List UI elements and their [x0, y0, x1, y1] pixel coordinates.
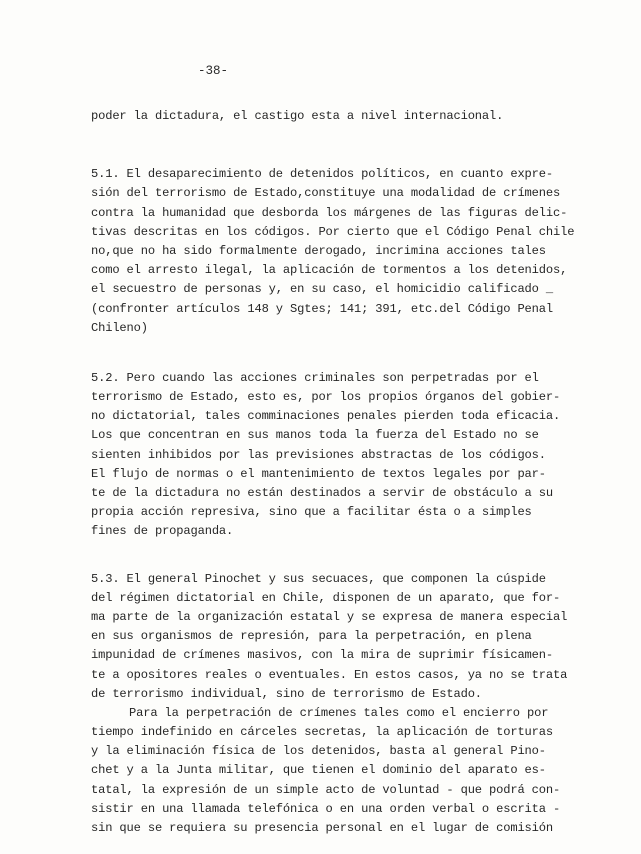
text-line: Para la perpetración de crímenes tales como el encierro por: [129, 705, 549, 720]
text-line: no,que no ha sido formalmente derogado, incrimina acciones tales: [91, 243, 546, 258]
text-line: tatal, la expresión de un simple acto de voluntad - que podrá con-: [91, 782, 561, 797]
text-line: 5.2. Pero cuando las acciones criminales son perpetradas por el: [91, 370, 539, 385]
text-line: tivas descritas en los códigos. Por cierto que el Código Penal chile: [91, 224, 575, 239]
text-line: tiempo indefinido en cárceles secretas, la aplicación de torturas: [91, 725, 553, 740]
text-line: sin que se requiera su presencia personal en el lugar de comisión: [91, 821, 553, 835]
text-line: el secuestro de personas y, en su caso, el homicidio calificado _: [91, 282, 553, 297]
text-line: te a opositores reales o eventuales. En estos casos, ya no se trata: [91, 667, 568, 682]
text-line: fines de propaganda.: [91, 524, 234, 539]
text-line: del régimen dictatorial en Chile, disponen de un aparato, que for-: [91, 590, 561, 605]
text-line: como el arresto ilegal, la aplicación de tormentos a los detenidos,: [91, 263, 568, 278]
text-line: sistir en una llamada telefónica o en una orden verbal o escrita -: [91, 801, 561, 816]
text-line: ma parte de la organización estatal y se expresa de manera especial: [91, 609, 568, 624]
text-line: te de la dictadura no están destinados a servir de obstáculo a su: [91, 486, 553, 500]
body-text: [91, 107, 591, 838]
text-line: chet y a la Junta militar, que tienen el dominio del aparato es-: [91, 763, 546, 778]
text-line: terrorismo de Estado, esto es, por los propios órganos del gobier-: [91, 390, 561, 405]
text-line: contra la humanidad que desborda los márgenes de las figuras delic-: [91, 205, 568, 220]
text-line: impunidad de crímenes masivos, con la mira de suprimir físicamen-: [91, 648, 553, 663]
text-line: sión del terrorismo de Estado,constituye una modalidad de crímenes: [91, 186, 561, 201]
text-line: y la eliminación física de los detenidos, basta al general Pino-: [91, 744, 546, 759]
paragraph-5-3: [91, 570, 591, 704]
paragraph-intro: [91, 107, 591, 126]
text-line: 5.1. El desaparecimiento de detenidos políticos, en cuanto expre-: [91, 167, 553, 182]
text-line: en sus organismos de represión, para la perpetración, en plena: [91, 629, 532, 644]
paragraph-5-1: [91, 165, 591, 338]
text-line: sienten inhibidos por las previsiones abstractas de los códigos.: [91, 447, 546, 462]
text-line: 5.3. El general Pinochet y sus secuaces, que componen la cúspide: [91, 571, 546, 586]
text-line: no dictatorial, tales comminaciones penales pierden toda eficacia.: [91, 409, 561, 424]
paragraph-5-2: [91, 369, 591, 542]
text-line: (confronter artículos 148 y Sgtes; 141; 391, etc.del Código Penal: [91, 301, 553, 316]
text-line: Los que concentran en sus manos toda la fuerza del Estado no se: [91, 428, 539, 443]
text-line: Chileno): [91, 320, 148, 335]
text-line: propia acción represiva, sino que a facilitar ésta o a simples: [91, 505, 532, 520]
page-number: -38-: [198, 64, 229, 78]
text-line: El flujo de normas o el mantenimiento de textos legales por par-: [91, 466, 546, 481]
text-line: de terrorismo individual, sino de terrorismo de Estado.: [91, 686, 482, 701]
text-line: poder la dictadura, el castigo esta a nivel internacional.: [91, 109, 504, 123]
paragraph-5-3-cont: [91, 704, 591, 838]
